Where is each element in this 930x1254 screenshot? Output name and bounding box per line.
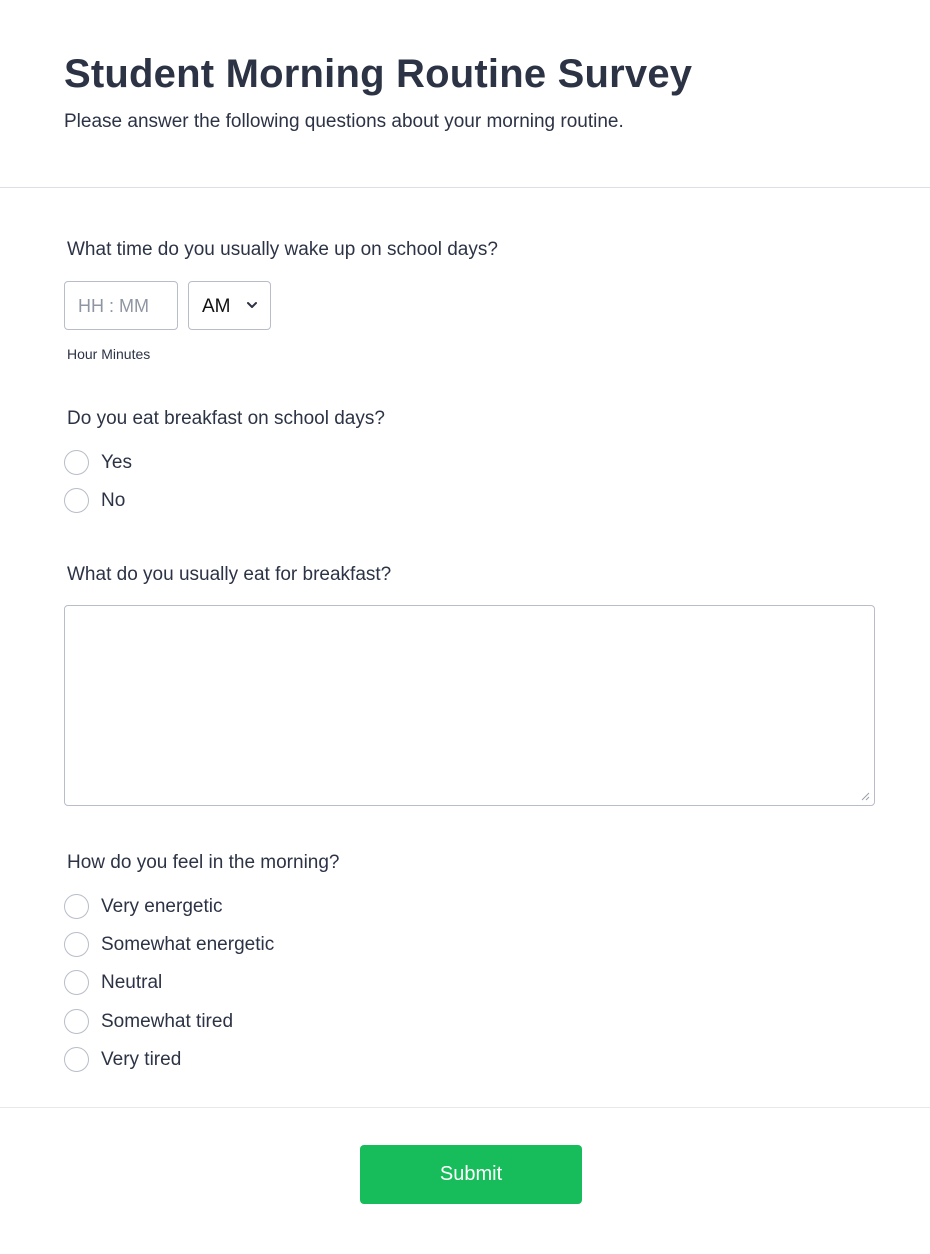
radio-option-label: Very energetic: [101, 896, 223, 917]
radio-button[interactable]: [64, 488, 89, 513]
radio-option-label: Neutral: [101, 972, 163, 993]
resize-handle-icon[interactable]: [861, 792, 870, 801]
ampm-select[interactable]: [188, 281, 271, 330]
radio-option-label: Somewhat tired: [101, 1011, 234, 1032]
radio-button[interactable]: [64, 1047, 89, 1072]
radio-button[interactable]: [64, 450, 89, 475]
wake-time-sublabel: Hour Minutes: [67, 346, 151, 362]
question-breakfast-food-label: What do you usually eat for breakfast?: [67, 564, 392, 585]
question-breakfast-label: Do you eat breakfast on school days?: [67, 408, 385, 429]
submit-button[interactable]: Submit: [360, 1145, 582, 1204]
chevron-down-icon: [246, 299, 258, 311]
radio-button[interactable]: [64, 932, 89, 957]
page-subtitle: Please answer the following questions about your morning routine.: [64, 111, 624, 132]
page-title: Student Morning Routine Survey: [64, 52, 693, 96]
question-wake-time-label: What time do you usually wake up on school days?: [67, 239, 498, 260]
breakfast-food-textarea[interactable]: [64, 605, 875, 806]
wake-time-input[interactable]: [64, 281, 178, 330]
radio-option-label: Very tired: [101, 1049, 182, 1070]
radio-option-label: Yes: [101, 452, 132, 473]
radio-button[interactable]: [64, 1009, 89, 1034]
question-morning-feeling-label: How do you feel in the morning?: [67, 852, 340, 873]
radio-button[interactable]: [64, 970, 89, 995]
form-header: [0, 0, 930, 188]
radio-option-label: Somewhat energetic: [101, 934, 275, 955]
footer-divider: [0, 1107, 930, 1108]
ampm-selected-value: AM: [202, 296, 231, 317]
radio-option-label: No: [101, 490, 126, 511]
wake-time-placeholder: HH : MM: [78, 296, 149, 316]
radio-button[interactable]: [64, 894, 89, 919]
